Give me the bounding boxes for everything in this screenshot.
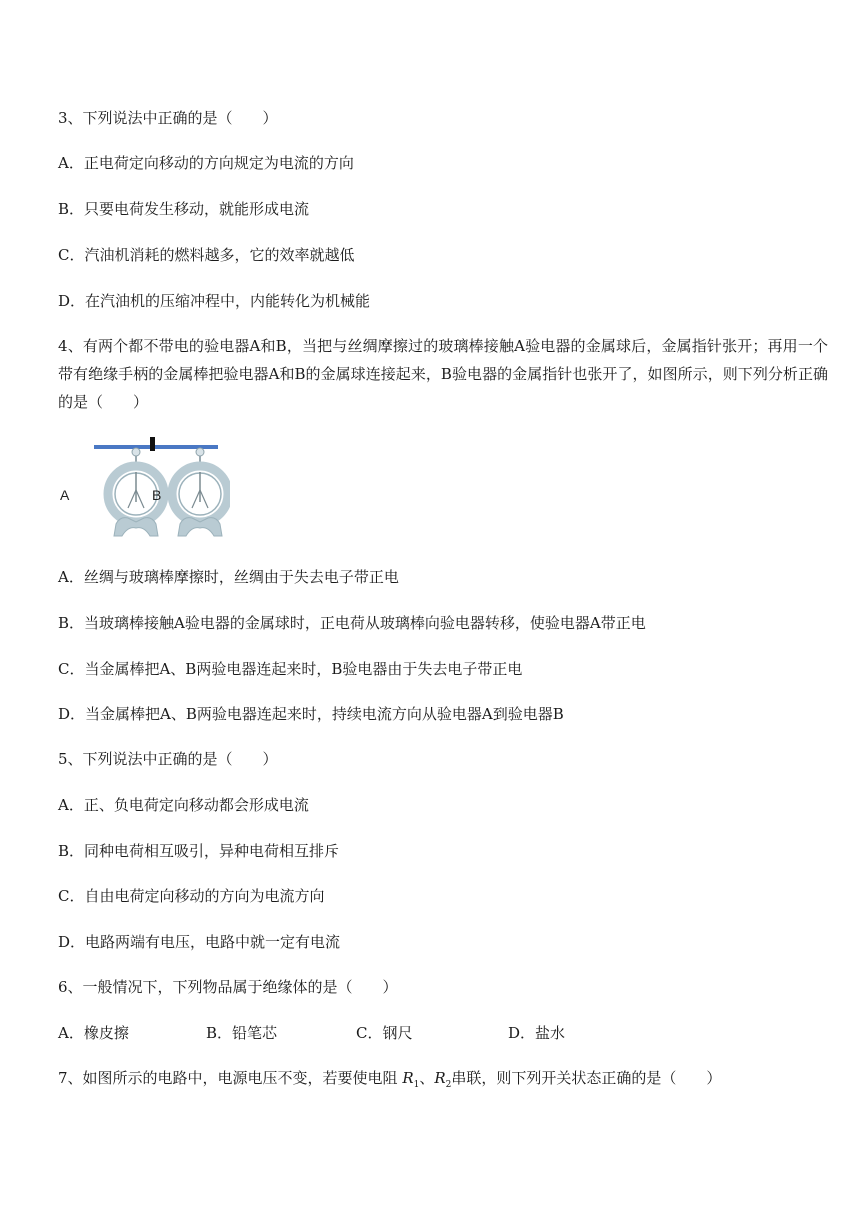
q7-stem-after: 串联，则下列开关状态正确的是（ ） bbox=[451, 1069, 722, 1087]
q3-option-c: C．汽油机消耗的燃料越多，它的效率就越低 bbox=[58, 246, 355, 264]
q3-option-a: A．正电荷定向移动的方向规定为电流的方向 bbox=[58, 154, 354, 172]
q5-option-a: A．正、负电荷定向移动都会形成电流 bbox=[58, 796, 309, 814]
electroscope-b bbox=[172, 448, 228, 536]
resistor-r1-subscript: 1 bbox=[413, 1080, 420, 1090]
q3-stem: 3、下列说法中正确的是（ ） bbox=[58, 109, 278, 127]
q7-separator: 、 bbox=[419, 1069, 435, 1087]
electroscope-figure bbox=[58, 432, 230, 546]
q5-option-c: C．自由电荷定向移动的方向为电流方向 bbox=[58, 887, 325, 905]
resistor-r2-symbol: R bbox=[434, 1069, 446, 1087]
q4-option-d: D．当金属棒把A、B两验电器连起来时，持续电流方向从验电器A到验电器B bbox=[58, 705, 564, 723]
q5-option-b: B．同种电荷相互吸引，异种电荷相互排斥 bbox=[58, 842, 340, 860]
q4-option-c: C．当金属棒把A、B两验电器连起来时，B验电器由于失去电子带正电 bbox=[58, 660, 523, 678]
q4-stem: 4、有两个都不带电的验电器A和B，当把与丝绸摩擦过的玻璃棒接触A验电器的金属球后，金属指针张开；再用一个带有绝缘手柄的金属棒把验电器A和B的金属球连接起来，B验电器的金属指针也张开了，如图所示，则下列分析正确的是（ ） bbox=[58, 337, 828, 411]
q4-option-a: A．丝绸与玻璃棒摩擦时，丝绸由于失去电子带正电 bbox=[58, 568, 399, 586]
q3-option-b: B．只要电荷发生移动，就能形成电流 bbox=[58, 200, 310, 218]
resistor-r2-subscript: 2 bbox=[445, 1080, 452, 1090]
resistor-r1-symbol: R bbox=[402, 1069, 414, 1087]
label-b: B bbox=[152, 487, 162, 503]
q5-option-d: D．电路两端有电压，电路中就一定有电流 bbox=[58, 933, 341, 951]
q6-option-b: B．铅笔芯 bbox=[206, 1024, 278, 1042]
q5-stem: 5、下列说法中正确的是（ ） bbox=[58, 750, 278, 768]
q6-option-d: D．盐水 bbox=[508, 1024, 566, 1042]
q4-option-b: B．当玻璃棒接触A验电器的金属球时，正电荷从玻璃棒向验电器转移，使验电器A带正电 bbox=[58, 614, 646, 632]
q7-stem bbox=[58, 1068, 721, 1095]
q6-stem: 6、一般情况下，下列物品属于绝缘体的是（ ） bbox=[58, 978, 398, 996]
q7-stem-before: 7、如图所示的电路中，电源电压不变，若要使电阻 bbox=[58, 1069, 403, 1087]
electroscope-diagram bbox=[58, 432, 230, 546]
q3-option-d: D．在汽油机的压缩冲程中，内能转化为机械能 bbox=[58, 292, 371, 310]
q6-option-c: C．钢尺 bbox=[356, 1024, 413, 1042]
label-a: A bbox=[60, 487, 70, 503]
insulating-handle bbox=[150, 437, 155, 451]
q6-options bbox=[58, 1023, 565, 1043]
q6-option-a: A．橡皮擦 bbox=[58, 1024, 129, 1042]
